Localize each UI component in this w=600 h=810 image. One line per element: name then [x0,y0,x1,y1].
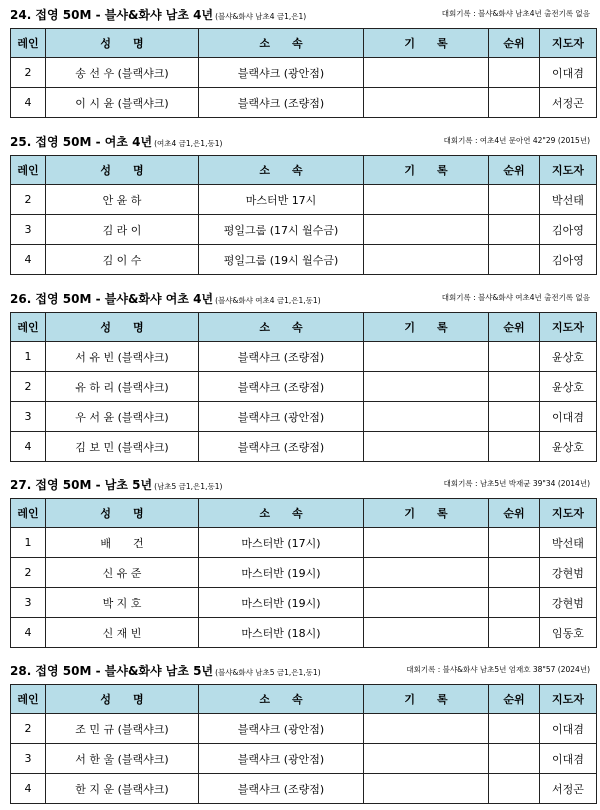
cell-coach: 이대겸 [540,58,597,88]
table-header-row [11,313,597,342]
table-row [11,714,597,744]
column-header-coach: 지도자 [540,156,597,185]
column-header-record: 기 록 [364,313,489,342]
cell-team: 블랙샤크 (조량점) [199,88,364,118]
cell-team: 블랙샤크 (조량점) [199,342,364,372]
table-row [11,588,597,618]
cell-lane: 3 [11,744,46,774]
event-title [10,290,321,307]
cell-coach: 강현범 [540,558,597,588]
cell-coach: 박선태 [540,528,597,558]
column-header-rank: 순위 [489,685,540,714]
cell-name: 김 이 수 [46,245,199,275]
event-title-text: 25. 접영 50M - 여초 4년 [10,135,153,149]
cell-record [364,402,489,432]
event-title-text: 24. 접영 50M - 블샤&화샤 남초 4년 [10,8,214,22]
cell-lane: 4 [11,245,46,275]
column-header-name: 성 명 [46,313,199,342]
column-header-coach: 지도자 [540,313,597,342]
event-header [0,4,600,24]
cell-team: 블랙샤크 (조량점) [199,774,364,804]
cell-name: 조 민 규 (블랙샤크) [46,714,199,744]
table-row [11,402,597,432]
column-header-record: 기 록 [364,156,489,185]
column-header-name: 성 명 [46,29,199,58]
meet-record: 대회기록 : 블샤&화샤 남초4년 출전기록 없음 [441,9,590,18]
cell-name: 이 시 윤 (블랙샤크) [46,88,199,118]
cell-team: 블랙샤크 (조량점) [199,372,364,402]
column-header-coach: 지도자 [540,499,597,528]
cell-lane: 2 [11,714,46,744]
cell-coach: 이대겸 [540,744,597,774]
cell-coach: 강현범 [540,588,597,618]
column-header-team: 소 속 [199,685,364,714]
event-header [0,474,600,494]
column-header-lane: 레인 [11,313,46,342]
event-title [10,6,306,23]
cell-name: 한 지 운 (블랙샤크) [46,774,199,804]
table-row [11,618,597,648]
cell-team: 마스터반 (19시) [199,588,364,618]
table-row [11,215,597,245]
cell-team: 블랙샤크 (광안점) [199,58,364,88]
table-row [11,372,597,402]
cell-name: 서 유 빈 (블랙샤크) [46,342,199,372]
event-section [0,4,600,110]
event-title-text: 28. 접영 50M - 블샤&화샤 남초 5년 [10,664,214,678]
cell-rank [489,558,540,588]
cell-team: 마스터반 (18시) [199,618,364,648]
table-row [11,774,597,804]
column-header-coach: 지도자 [540,29,597,58]
table-row [11,342,597,372]
table-row [11,558,597,588]
cell-record [364,185,489,215]
cell-coach: 이대겸 [540,714,597,744]
meet-record: 대회기록 : 남초5년 박재균 39"34 (2014년) [443,479,590,488]
cell-name: 배 건 [46,528,199,558]
event-section [0,474,600,640]
column-header-name: 성 명 [46,685,199,714]
cell-lane: 4 [11,618,46,648]
cell-coach: 임동호 [540,618,597,648]
table-row [11,528,597,558]
cell-lane: 1 [11,342,46,372]
cell-name: 김 보 민 (블랙샤크) [46,432,199,462]
cell-team: 블랙샤크 (조량점) [199,432,364,462]
table-header-row [11,499,597,528]
cell-name: 우 서 윤 (블랙샤크) [46,402,199,432]
event-section [0,288,600,454]
cell-lane: 4 [11,88,46,118]
cell-coach: 서정곤 [540,88,597,118]
heat-table [10,155,597,275]
heat-table [10,312,597,462]
table-row [11,88,597,118]
heat-table [10,498,597,648]
cell-rank [489,58,540,88]
cell-record [364,558,489,588]
cell-rank [489,774,540,804]
event-header [0,131,600,151]
cell-team: 블랙샤크 (광안점) [199,714,364,744]
event-medal-info: (블샤&화샤 남초5 금1,은1,동1) [215,668,321,677]
table-row [11,744,597,774]
event-title-text: 27. 접영 50M - 남초 5년 [10,478,153,492]
cell-name: 박 지 호 [46,588,199,618]
cell-rank [489,714,540,744]
cell-record [364,744,489,774]
column-header-team: 소 속 [199,313,364,342]
table-header-row [11,29,597,58]
cell-team: 블랙샤크 (광안점) [199,744,364,774]
column-header-rank: 순위 [489,156,540,185]
cell-lane: 2 [11,58,46,88]
event-header [0,288,600,308]
cell-team: 마스터반 (17시) [199,528,364,558]
cell-record [364,618,489,648]
event-title [10,133,222,150]
event-header [0,660,600,680]
cell-team: 평일그룹 (19시 월수금) [199,245,364,275]
cell-record [364,432,489,462]
cell-lane: 3 [11,402,46,432]
meet-record: 대회기록 : 블샤&화샤 여초4년 출전기록 없음 [441,293,590,302]
event-medal-info: (남초5 금1,은1,동1) [154,482,223,491]
cell-rank [489,88,540,118]
cell-team: 마스터반 17시 [199,185,364,215]
cell-rank [489,528,540,558]
table-row [11,432,597,462]
table-row [11,245,597,275]
column-header-team: 소 속 [199,499,364,528]
column-header-rank: 순위 [489,499,540,528]
cell-rank [489,185,540,215]
event-medal-info: (블샤&화샤 남초4 금1,은1) [215,12,307,21]
cell-coach: 윤상호 [540,372,597,402]
heat-table [10,684,597,804]
column-header-record: 기 록 [364,29,489,58]
column-header-name: 성 명 [46,499,199,528]
column-header-record: 기 록 [364,685,489,714]
cell-rank [489,245,540,275]
cell-rank [489,342,540,372]
cell-name: 서 한 울 (블랙샤크) [46,744,199,774]
cell-record [364,245,489,275]
table-header-row [11,156,597,185]
cell-coach: 윤상호 [540,342,597,372]
cell-coach: 서정곤 [540,774,597,804]
event-medal-info: (블샤&화샤 여초4 금1,은1,동1) [215,296,321,305]
cell-lane: 2 [11,558,46,588]
cell-coach: 김아영 [540,215,597,245]
cell-team: 평일그룹 (17시 월수금) [199,215,364,245]
cell-record [364,528,489,558]
cell-name: 유 하 리 (블랙샤크) [46,372,199,402]
column-header-team: 소 속 [199,29,364,58]
table-row [11,58,597,88]
event-title [10,662,321,679]
cell-lane: 4 [11,432,46,462]
column-header-lane: 레인 [11,156,46,185]
meet-record: 대회기록 : 블샤&화샤 남초5년 엄재호 38"57 (2024년) [406,665,590,674]
column-header-coach: 지도자 [540,685,597,714]
column-header-team: 소 속 [199,156,364,185]
column-header-lane: 레인 [11,29,46,58]
table-header-row [11,685,597,714]
cell-coach: 박선태 [540,185,597,215]
cell-name: 송 선 우 (블랙샤크) [46,58,199,88]
cell-record [364,215,489,245]
cell-record [364,774,489,804]
cell-coach: 김아영 [540,245,597,275]
event-title-text: 26. 접영 50M - 블샤&화샤 여초 4년 [10,292,214,306]
meet-record: 대회기록 : 여초4년 문아연 42"29 (2015년) [443,136,590,145]
event-medal-info: (여초4 금1,은1,동1) [154,139,223,148]
cell-name: 김 라 이 [46,215,199,245]
cell-name: 신 유 준 [46,558,199,588]
cell-lane: 2 [11,185,46,215]
cell-coach: 이대겸 [540,402,597,432]
column-header-lane: 레인 [11,685,46,714]
cell-record [364,88,489,118]
cell-team: 블랙샤크 (광안점) [199,402,364,432]
cell-lane: 1 [11,528,46,558]
cell-record [364,342,489,372]
heat-table [10,28,597,118]
table-row [11,185,597,215]
cell-record [364,588,489,618]
cell-rank [489,215,540,245]
cell-rank [489,372,540,402]
column-header-lane: 레인 [11,499,46,528]
event-title [10,476,222,493]
column-header-record: 기 록 [364,499,489,528]
cell-rank [489,588,540,618]
cell-team: 마스터반 (19시) [199,558,364,588]
column-header-rank: 순위 [489,29,540,58]
column-header-rank: 순위 [489,313,540,342]
cell-name: 안 윤 하 [46,185,199,215]
cell-coach: 윤상호 [540,432,597,462]
cell-rank [489,744,540,774]
cell-lane: 4 [11,774,46,804]
cell-lane: 3 [11,588,46,618]
cell-rank [489,618,540,648]
cell-lane: 2 [11,372,46,402]
cell-lane: 3 [11,215,46,245]
cell-rank [489,402,540,432]
cell-record [364,58,489,88]
cell-record [364,372,489,402]
event-section [0,660,600,796]
cell-record [364,714,489,744]
cell-name: 신 재 빈 [46,618,199,648]
column-header-name: 성 명 [46,156,199,185]
cell-rank [489,432,540,462]
event-section [0,131,600,267]
